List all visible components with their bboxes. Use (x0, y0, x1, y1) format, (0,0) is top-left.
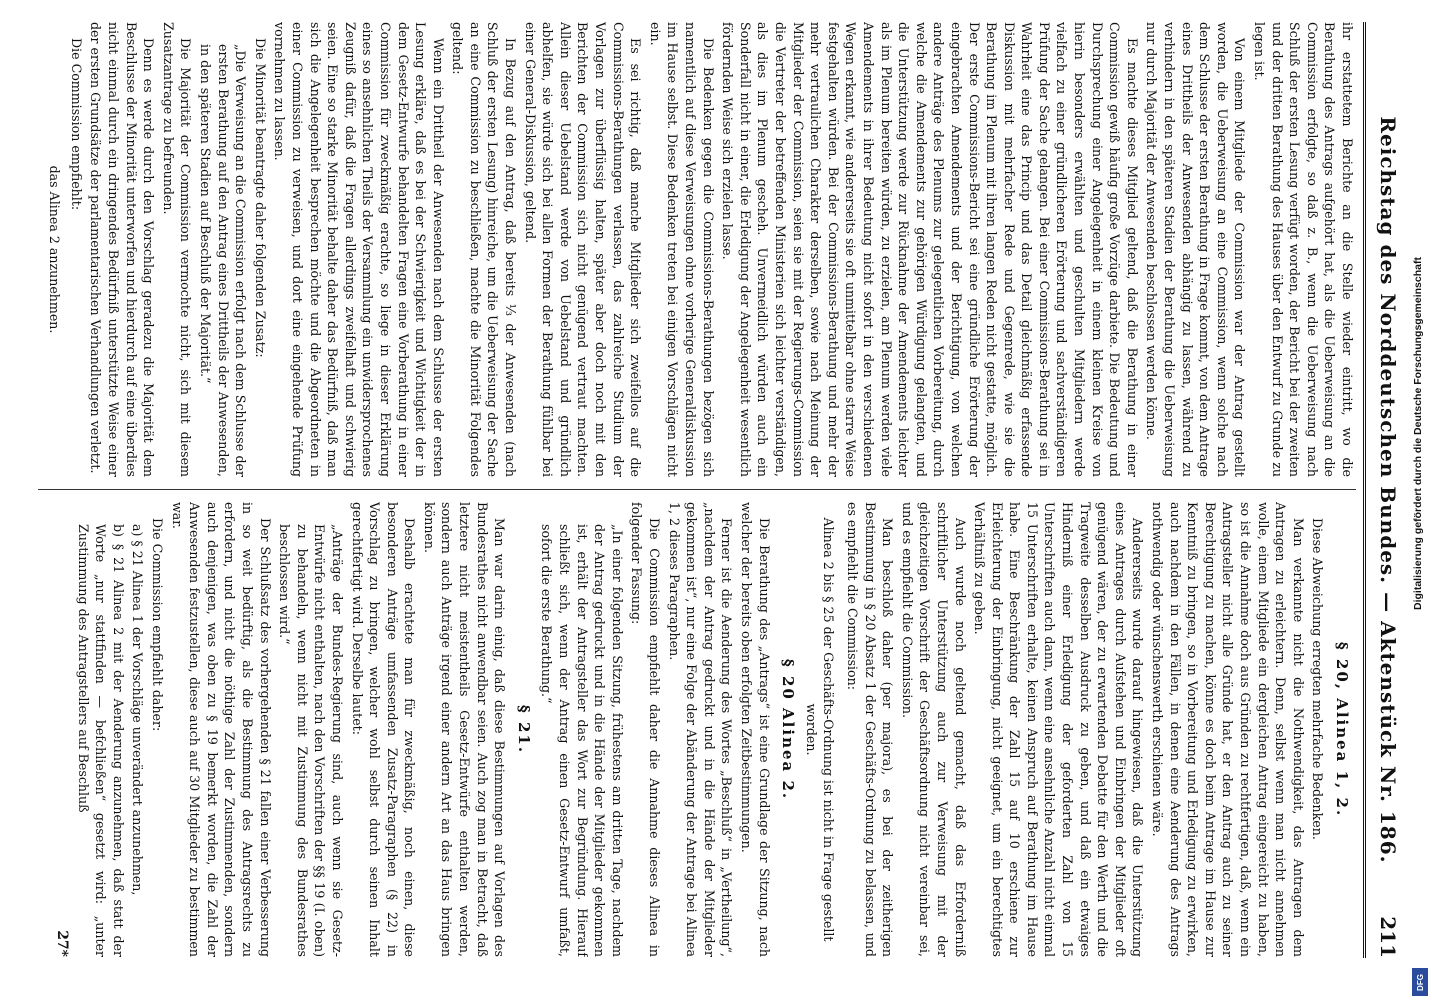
paragraph: In Bezug auf den Antrag, daß bereits ⅓ der Anwesenden (nach Schluß der ersten Lesung) hinreiche, um die Ueberweisung der Sache an eine Commission zu beschließen, machte die Minorität Folgendes geltend: (450, 22, 519, 477)
paragraph: Es sei richtig, daß manche Mitglieder sich zweifellos auf die Commissions-Berathungen verlassen, das zahlreiche Studium der Vorlagen zur überflüssig halten, später aber doch noch mit den Berichten der Commission sich nicht genügend vertraut machten. Allein dieser Uebelstand werde von Uebelstand und gründlich abhelfen, sie würde sich bei allen Formen der Berathung fühlbar bei einer General-Diskussion, geltend. (522, 22, 644, 477)
paragraph: Denn es werde durch den Vorschlag geradezu die Majorität dem Beschlusse der Minorität unterworfen und hierdurch auf eine überdies nicht einmal durch ein dringendes Bedürfniß unterstützte Weise einer der ersten Grundsätze der parlamentarischen Verhandlungen verletzt. (88, 22, 157, 477)
page-header (1363, 22, 1410, 958)
quoted-motion: „In einer folgenden Sitzung, frühestens am dritten Tage, nachdem der Antrag gedruckt und in die Hände der Mitglieder gekommen ist, erhält der Antragsteller das Wort zur Begründung. Hierauf schließt sich, wenn der Antrag einen Gesetz-Entwurf umfaßt, sofort die erste Berathung.“ (539, 524, 625, 957)
paragraph: Die Majorität der Commission vermochte nicht, sich mit diesem Zusatzantrage zu befreunden. (160, 22, 194, 477)
paragraph: Man verkannte nicht die Nothwendigkeit, das Antragen dem Antragen zu erleichtern. Denn, selbst wenn man nicht annehmen wolle, einem Mitgliede ein dergleichen Antrag eingereicht zu haben, so ist die Annahme doch aus Gründen zu rechtfertigen, daß, wenn ein Antragsteller nicht alle Gründe hat, er den Antrag auch zu seiner Berechtigung zu machen, könne es doch beim Antrage im Hause zur Kenntniß zu bringen, so in Vorbereitung und Erledigung zu erwirken, auch nachdem in den Fällen, in denen eine Aenderung des Antrags nothwendig oder wünschenswerth erschienen wäre. (1150, 502, 1306, 957)
quoted-motion: „Anträge der Bundes-Regierung sind, auch wenn sie Gesetz-Entwürfe nicht enthalten, nach den Vorschriften der §§ 19 (I. oben) zu behandeln, wenn nicht mit Zustimmung des Bundesrathes beschlossen wird.“ (277, 524, 345, 957)
signature-mark: 27* (54, 930, 71, 957)
section-heading: § 20 Alinea 2. (779, 658, 798, 801)
paragraph: Auch wurde noch geltend gemacht, daß das Erforderniß schriftlicher Unterstützung auch zur Verweisung mit der gleichzeitigen Vorschrift der Geschäftsordnung nicht vereinbar sei, und es empfiehlt die Commission. (899, 502, 968, 957)
list-item: b) § 21 Alinea 2 mit der Aenderung anzunehmen, daß statt der Worte „nur stattfinden — befchließen“ gesetzt wird: „unter Zustimmung des Antragstellers auf Beschluß (75, 524, 126, 957)
paragraph: Wenn ein Drittheil der Anwesenden nach dem Schlusse der ersten Lesung erkläre, daß es bei der Schwierigkeit und Wichtigkeit der in dem Gesetz-Entwurfe behandelten Fragen eine Vorberathung in einer Commission für zweckmäßig erachte, so liege in dieser Erklärung eines so ansehnlichen Theils der Versammlung ein unwidersprochenes Zeugniß dafür, daß die Fragen allerdings zweifelhaft und schwierig seien. Eine so starke Minorität behalte daher das Bedürfniß, daß man sich die Angelegenheit besprechen möchte und die Abgeordneten in einer Commission zu verweisen, und dort eine eingehende Prüfung vornehmen zu lassen. (272, 22, 446, 477)
paragraph: Man beschloß daher (per majora), es bei der zeitherigen Bestimmung in § 20 Absatz 1 der Geschäfts-Ordnung zu belassen, und es empfiehlt die Commission: (844, 502, 896, 957)
motion-text: Alinea 2 bis § 25 der Geschäfts-Ordnung ist nicht in Frage gestellt worden. (803, 517, 837, 942)
paragraph: Andererseits wurde darauf hingewiesen, daß die Unterstützung eines Antrages durch Aufstehen und Einbringen der Mitglieder oft genügend wären, der zu erwartenden Debatte für den Werth und die Tragweite desselben Ausdruck zu geben, und daß ein etwaiges Hinderniß einer Erledigung der geforderten Zahl von 15 Unterschriften auch dann, wenn eine ansehnliche Anzahl nicht einmal 15 Unterschriften erhalte, keinen Anspruch auf Berathung im Hause habe. Eine Beschränkung der Zahl 15 auf 10 erschiene zur Erleichterung der Einbringung, nicht geeignet, um ein berechtigtes Verhältniß zu geben. (972, 502, 1146, 957)
paragraph: Die Commission empfiehlt daher: (150, 518, 165, 732)
dfg-logo-text: DFG (1415, 973, 1425, 991)
paragraph: Die Minorität beantragte daher folgenden Zusatz: (252, 38, 268, 358)
document-page (12, 10, 1412, 970)
right-column (26, 502, 1356, 957)
left-column (26, 22, 1356, 477)
digitization-note: Digitalisierung gefördert durch die Deutsche Forschungsgemeinschaft (1412, 257, 1424, 610)
list-item: a) § 21 Alinea 1 der Vorschläge unverändert anzunehmen, (130, 524, 146, 896)
paragraph: Es machte dieses Mitglied geltend, daß die Berathung in einer Commission gewiß häufig große Vorzüge darbiete. Die Bedeutung und Durchsprechung einer Angelegenheit in einem kleinen Kreise von hierin besonders erwählten und geschulten Mitgliedern werde vielfach zu einer gründlicheren Erörterung und sachverständigeren Prüfung der Sache gelangen. Bei einer Commissions-Berathung sei in Wahrheit eine das Princip und das Detail gleichmäßig erfassende Diskussion mit mehrfacher Rede und Gegenrede, wie sie die Berathung im Plenum mit ihren langen Reden nicht gestatte, möglich. Der erste Commissions-Bericht sei eine gründliche Erörterung der eingebrachten Amendements und der Berichtigung, von welchen andere Anträge des Plenums zur gelegentlichen Vorbereitung, durch welche die Amendements zur gehörigen Würdigung gelangten, und die Unterstützung werde zur Rücknahme der Amendements leichter als im Plenum bereiten würden, zu erzielen, am Plenum werden viele Amendements in ihrer Bedeutung nicht sofort in den verschiedenen Wegen erkannt, wie andererseits sie oft unmittelbar ohne starre Weise festgehalten würden. Bei der Commissions-Berathung und mehr der mehr vertraulichen Charakter derselben, sowie nach Meinung der Mitglieder der Commission, seien sie mit der Regierungs-Commission die Vertreter der betreffenden Ministerien sich leichter verständigen, als dies im Plenum gescheh. Unvermeidlich würden auch ein Sonderfall nicht in einer, die Erledigung der Angelegenheit wesentlich fördernden Weise sich erzielen lasse. (720, 22, 1140, 477)
paragraph: Die Bedenken gegen die Commissions-Berathungen bezögen sich namentlich auf diese Verweisungen ohne vorherige Generaldiskussion im Hause selbst. Diese Bedenken treten bei einigen Vorschlägen nicht ein. (647, 22, 716, 477)
quoted-motion: „Die Verweisung an die Commission erfolgt nach dem Schlusse der ersten Berathung auf den Antrag eines Drittheils der Anwesenden, in den späteren Stadien auf Beschluß der Majorität.“ (198, 44, 249, 477)
paragraph: Man war darin einig, daß diese Bestimmungen auf Vorlagen des Bundesrathes nicht anwendbar seien. Auch zog man in Betracht, daß letztere nicht meistentheils Gesetz-Entwürfe enthalten werden, sondern auch Anträge irgend einer andern Art an das Haus bringen können. (421, 502, 508, 957)
dfg-logo (1412, 968, 1428, 996)
running-title: Reichstag des Norddeutschen Bundes. — Aktenstück Nr. 186. (1376, 116, 1400, 864)
paragraph: Die Commission empfiehlt daher die Annahme dieses Alinea in folgender Fassung: (629, 502, 663, 957)
recommendation: das Alinea 2 anzunehmen. (47, 165, 63, 334)
paragraph: Ferner ist die Aenderung des Wortes „Beschluß“ in „Vertheilung“, „nachdem der Antrag gedruckt und in die Hände der Mitglieder gekommen ist“, nur eine Folge der Abänderung der Antrage bei Alinea 1, 2 dieses Paragraphen. (666, 502, 735, 957)
paragraph: Deshalb erachtete man für zweckmäßig, noch einen, diese besonderen Anträge umfassenden Zusatz-Paragraphen (§ 22) in Vorschlag zu bringen, welcher wohl selbst durch seinen Inhalt gerechtfertigt wird. Derselbe lautet: (349, 502, 418, 957)
paragraph: Die Berathung des „Antrags“ ist eine Grundlage der Sitzung, nach welcher der bereits oben erfolgten Zeitbestimmungen. (739, 502, 772, 957)
paragraph: Diese Abweichung erregten mehrfache Bedenken. (1310, 518, 1326, 840)
paragraph: ihr erstattetem Berichte an die Stelle wieder eintritt, wo die Berathung des Antrags aufgehört hat, als die Ueberweisung an die Commission erfolgte, so daß z. B., wenn die Ueberweisung nach Schluß der ersten Lesung verfügt worden, der Bericht bei der zweiten und der dritten Berathung des Hauses über den Entwurf zu Grunde zu legen ist. (1252, 22, 1355, 477)
column-divider (38, 489, 1356, 490)
page-number: 211 (1376, 916, 1400, 958)
section-heading: § 20, Alinea 1, 2. (1333, 641, 1351, 818)
paragraph: Der Schlußsatz des vorhergehenden § 21 fallen einer Verbesserung in so weit bedürftig, als die Bestimmung des Antragsrechts zu erfordern, und nicht die nöthige Zahl der Zustimmenden, sondern auch denjenigen, was oben zu § 19 bemerkt worden, die Zahl der Anwesenden festzustellen, diese auch auf 30 Mitglieder zu bestimmen war. (169, 502, 273, 957)
paragraph: Von einem Mitgliede der Commission war der Antrag gestellt worden, die Ueberweisung an eine Commission, wenn solche nach dem Schlusse der ersten Berathung in Frage kommt, von dem Antrage eines Drittheils der Anwesenden abhängig zu lassen, während zu verhindern in den späteren Stadien der Berathung die Ueberweisung nur durch Majorität der Anwesenden beschlossen werden könne. (1144, 22, 1248, 477)
section-heading: § 21. (514, 704, 533, 755)
paragraph: Die Commission empfiehlt: (68, 38, 84, 211)
